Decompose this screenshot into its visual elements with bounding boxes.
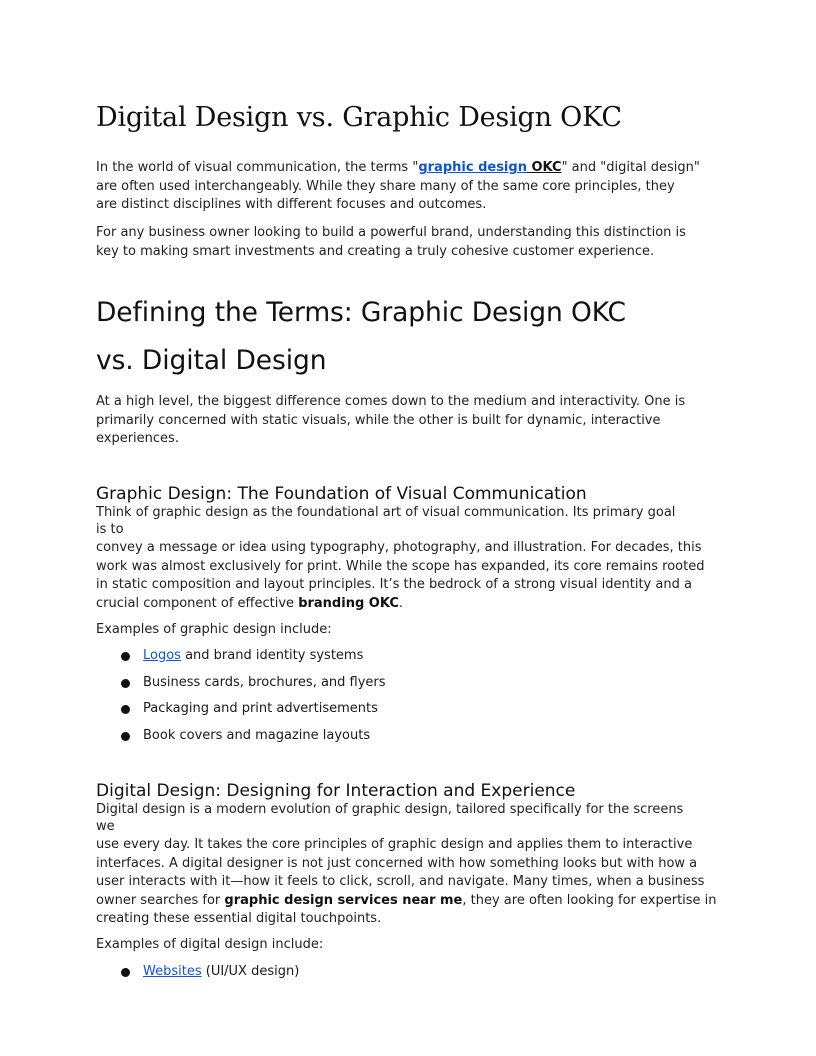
bullet-icon xyxy=(121,652,130,661)
list-item: Packaging and print advertisements xyxy=(96,700,696,727)
bullet-icon xyxy=(121,968,130,977)
graphic-design-heading: Graphic Design: The Foundation of Visual Communication xyxy=(96,484,587,504)
intro-paragraph-2 xyxy=(96,224,716,261)
bullet-icon xyxy=(121,705,130,714)
intro-paragraph xyxy=(96,159,716,215)
defining-paragraph: At a high level, the biggest difference comes down to the medium and interactivity. One is primarily concerned with static visuals, while the other is built for dynamic, interactive experiences. xyxy=(96,394,686,447)
branding-okc-bold: branding OKC xyxy=(298,595,399,611)
logos-link[interactable]: Logos xyxy=(143,648,181,663)
bullet-icon xyxy=(121,679,130,688)
okc-bold-text: OKC xyxy=(526,160,562,175)
digital-design-heading: Digital Design: Designing for Interaction and Experience xyxy=(96,781,576,801)
intro2-line-2: key to making smart investments and creating a truly cohesive customer experience. xyxy=(96,243,655,259)
graphic-design-paragraph-a: Think of graphic design as the foundational art of visual communication. Its primary goal is to xyxy=(96,505,676,537)
graphic-examples-list xyxy=(96,647,696,753)
intro2-line-1: For any business owner looking to build a powerful brand, understanding this distinction is xyxy=(96,225,686,240)
defining-heading: Defining the Terms: Graphic Design OKC vs. Digital Design xyxy=(96,297,626,376)
intro-line-1: In the world of visual communication, the terms "graphic design OKC" and "digital design" xyxy=(96,160,700,175)
digital-examples-label: Examples of digital design include: xyxy=(96,937,324,952)
document-title: Digital Design vs. Graphic Design OKC xyxy=(96,102,622,133)
graphic-design-services-bold: graphic design services near me xyxy=(224,892,463,908)
list-item: Websites (UI/UX design) xyxy=(96,963,696,990)
graphic-examples-label: Examples of graphic design include: xyxy=(96,622,332,637)
intro-line-3: are distinct disciplines with different focuses and outcomes. xyxy=(96,197,487,213)
bullet-icon xyxy=(121,732,130,741)
intro-line-2: are often used interchangeably. While they share many of the same core principles, they xyxy=(96,178,675,194)
digital-design-paragraph-b: use every day. It takes the core principles of graphic design and applies them to interactive interfaces. A digital designer is not just concerned with how something looks but with how a user interacts with it—how it feels to click, scroll, and navigate. Many times, when a business owner searches for graphic design services near me, they are often looking for expertise in creating these essential digital touchpoints. xyxy=(96,837,717,927)
graphic-design-paragraph-b: convey a message or idea using typography, photography, and illustration. For decades, this work was almost exclusively for print. While the scope has expanded, its core remains rooted in static composition and layout principles. It’s the bedrock of a strong visual identity and a crucial component of effective branding OKC. xyxy=(96,540,705,611)
digital-examples-list xyxy=(96,963,696,990)
list-item: Logos and brand identity systems xyxy=(96,647,696,674)
list-item: Book covers and magazine layouts xyxy=(96,727,696,754)
list-item: Business cards, brochures, and flyers xyxy=(96,674,696,701)
digital-design-paragraph-a: Digital design is a modern evolution of graphic design, tailored specifically for the screens we xyxy=(96,802,684,834)
graphic-design-link[interactable]: graphic design xyxy=(418,160,527,175)
websites-link[interactable]: Websites xyxy=(143,964,202,979)
